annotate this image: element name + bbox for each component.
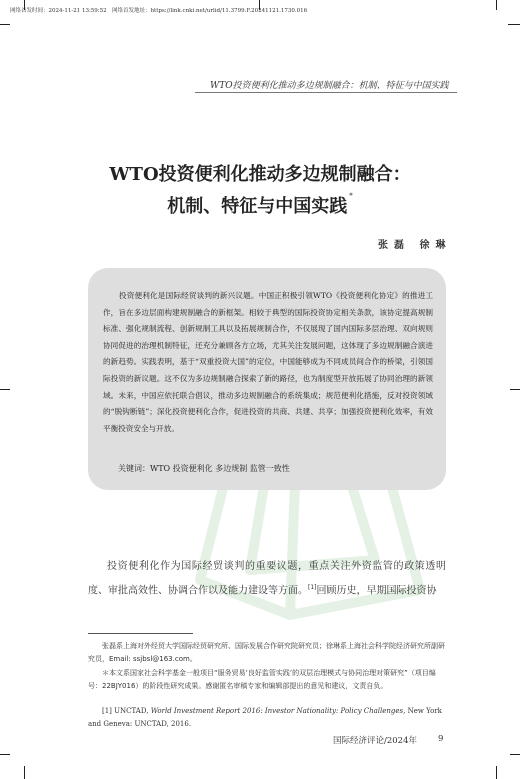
- intro-text-a: 投资便利化作为国际经贸谈判的重要议题，重点关注外资监管的政策透明度、审批高效性、协调合作以及能力建设等方面。: [88, 561, 446, 597]
- ref1-title: World Investment Report 2016: Investor Nationality: Policy Challenges: [150, 707, 404, 715]
- intro-ref-1[interactable]: [1]: [308, 584, 317, 591]
- ref1-rest: , New York and Geneva: UNCTAD, 2016.: [88, 707, 442, 728]
- authors: 张磊 徐琳: [378, 240, 452, 251]
- footnote-ref-1: [88, 705, 446, 731]
- journal-folio: 国际经济评论/2024年: [333, 736, 417, 746]
- header-rule: [195, 92, 457, 93]
- footnote-author-info: 张磊系上海对外经贸大学国际经贸研究所、国际发展合作研究院研究员；徐琳系上海社会科学院经济研究所副研究员，Email: ssjbsl@163.com。: [88, 642, 445, 663]
- ref1-number: [1] UNCTAD,: [102, 707, 151, 715]
- abstract-text: 投资便利化是国际经贸谈判的新兴议题。中国正积极引领WTO《投资便利化协定》的推进工作，旨在多边层面构建规制融合的新框架。相较于典型的国际投资协定相关条款，该协定提高规制标准、强化规制流程、创新规制工具以及拓展规制合作，不仅展现了国内国际多层治理、双向规则协同促进的治理机制特征，还充分兼顾各方立场，尤其关注发展问题，这体现了多边规制融合演进的新趋势。实践表明，基于“双重投资大国”的定位，中国能够成为不同成员间合作的桥梁，引领国际投资的新议题。这不仅为多边规制融合探索了新的路径，也为制度型开放拓展了协同治理的新领域。未来，中国应依托联合倡议，推动多边规制融合的系统集成；规范便利化措施，反对投资领域的“脱钩断链”；深化投资便利化合作，促进投资的共商、共建、共享；加强投资便利化效率，有效平衡投资安全与开放。: [103, 291, 433, 433]
- crop-mark-bottom-right-v: [496, 766, 497, 779]
- crop-mark-bottom-left-v: [24, 766, 25, 779]
- running-header: WTO投资便利化推动多边规制融合：机制、特征与中国实践: [210, 81, 449, 91]
- footnote-rule: [88, 633, 193, 634]
- download-url: 网络首发地址：https://link.cnki.net/urlid/11.3799.F.20241121.1730.016: [112, 8, 308, 14]
- title-line2-text: 机制、特征与中国实践: [167, 196, 348, 217]
- keywords: 关键词：WTO 投资便利化 多边规制 监管一致性: [118, 464, 290, 473]
- page-number: 9: [438, 734, 444, 744]
- crop-mark-top-right-h: [508, 24, 520, 25]
- article-title-line1: [0, 160, 520, 186]
- intro-paragraph: [88, 556, 446, 601]
- crop-mark-bottom-right-h: [510, 754, 520, 755]
- crop-mark-mid-right: [510, 389, 520, 390]
- crop-mark-top-right-v: [496, 0, 497, 10]
- crop-mark-bottom-left-h: [0, 754, 10, 755]
- intro-text-b: 回顾历史，早期国际投资协: [316, 585, 437, 597]
- download-time: 网络首发时间：2024-11-21 13:59:52: [10, 8, 107, 14]
- title-line1-text: WTO投资便利化推动多边规制融合：: [109, 164, 411, 185]
- article-title-line2: [0, 192, 520, 218]
- crop-mark-mid-left: [0, 389, 10, 390]
- crop-mark-top-left-h: [0, 24, 10, 25]
- footnote-funding: ＊本文系国家社会科学基金一般项目“服务贸易‘良好监管实践’的双层治理模式与协同治理对策研究”（项目编号：22BJY016）的阶段性研究成果。感谢匿名审稿专家和编辑部提出的意见和建议，文责自负。: [88, 669, 436, 690]
- title-footnote-mark: *: [349, 192, 353, 200]
